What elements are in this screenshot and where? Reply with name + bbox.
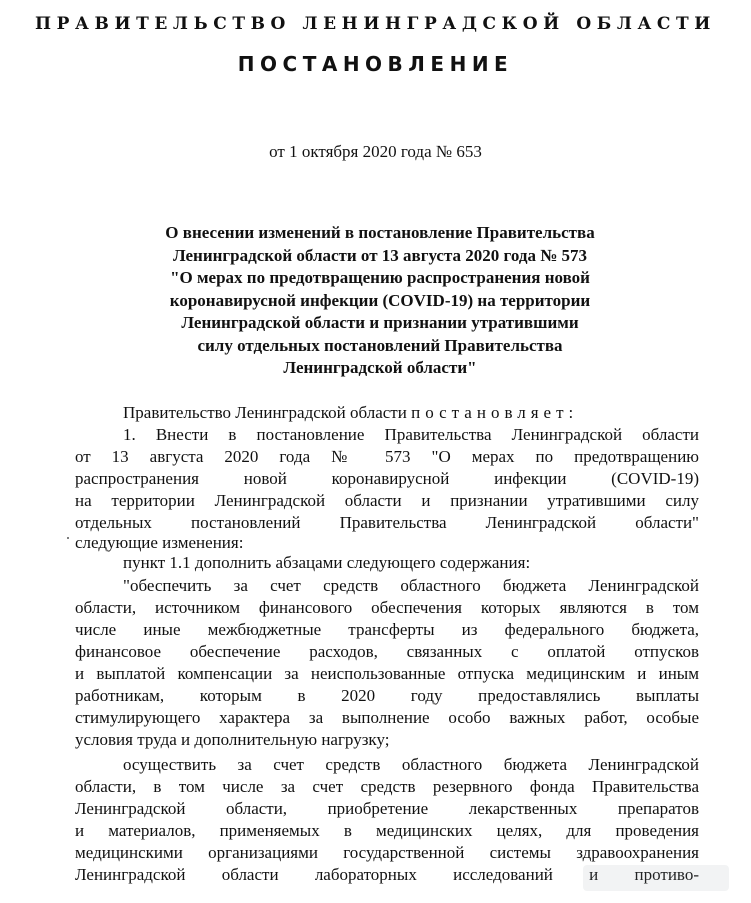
- body-line: 1. Внести в постановление Правительства Ленинградской области: [123, 425, 699, 444]
- body-line: следующие изменения:: [75, 533, 244, 552]
- body-line: области, в том числе за счет средств резервного фонда Правительства: [75, 777, 699, 796]
- body-line: Ленинградской области лабораторных исследований и противо-: [75, 865, 699, 884]
- document-type-heading: ПОСТАНОВЛЕНИЕ: [237, 52, 514, 76]
- intro-subject: Правительство Ленинградской области: [123, 403, 407, 422]
- title-line: О внесении изменений в постановление Правительства: [165, 223, 595, 242]
- document-date-number: от 1 октября 2020 года № 653: [269, 142, 482, 161]
- government-name-header: ПРАВИТЕЛЬСТВО ЛЕНИНГРАДСКОЙ ОБЛАСТИ: [35, 14, 716, 34]
- resolution-title: [100, 222, 660, 380]
- title-line: Ленинградской области от 13 августа 2020 года № 573: [172, 245, 588, 265]
- scan-mark: [67, 537, 69, 539]
- intro-line: [123, 402, 699, 423]
- title-line: "О мерах по предотвращению распространения новой: [170, 268, 590, 287]
- title-line: силу отдельных постановлений Правительства: [197, 335, 563, 355]
- body-line: и материалов, применяемых в медицинских целях, для проведения: [75, 821, 699, 840]
- body-line: от 13 августа 2020 года № 573 "О мерах по предотвращению: [75, 447, 699, 466]
- body-line: финансовое обеспечение расходов, связанных с оплатой отпусков: [75, 642, 699, 661]
- body-line: распространения новой коронавирусной инфекции (COVID-19): [75, 469, 699, 488]
- body-line: осуществить за счет средств областного бюджета Ленинградской: [123, 755, 699, 774]
- body-line: области, источником финансового обеспечения которых являются в том: [75, 598, 699, 617]
- body-line: стимулирующего характера за выполнение особо важных работ, особые: [75, 708, 699, 727]
- body-line: Ленинградской области, приобретение лекарственных препаратов: [75, 799, 699, 818]
- body-line: и выплатой компенсации за неиспользованные отпуска медицинским и иным: [75, 664, 699, 683]
- body-line: "обеспечить за счет средств областного бюджета Ленинградской: [123, 576, 699, 595]
- body-line: работникам, которым в 2020 году предоставлялись выплаты: [75, 686, 699, 705]
- title-line: Ленинградской области и признании утратившими: [181, 313, 579, 332]
- body-line: условия труда и дополнительную нагрузку;: [75, 730, 390, 749]
- title-line: Ленинградской области": [283, 358, 477, 377]
- body-line: числе иные межбюджетные трансферты из федерального бюджета,: [75, 620, 699, 639]
- body-line: на территории Ленинградской области и признании утратившими силу: [75, 491, 699, 510]
- title-line: коронавирусной инфекции (COVID-19) на территории: [169, 290, 591, 310]
- body-line: пункт 1.1 дополнить абзацами следующего содержания:: [123, 553, 531, 572]
- body-line: медицинскими организациями государственной системы здравоохранения: [75, 843, 699, 862]
- scan-watermark-graphic: [581, 861, 731, 895]
- body-line: отдельных постановлений Правительства Ленинградской области": [75, 513, 699, 532]
- intro-verb: постановляет:: [411, 403, 579, 422]
